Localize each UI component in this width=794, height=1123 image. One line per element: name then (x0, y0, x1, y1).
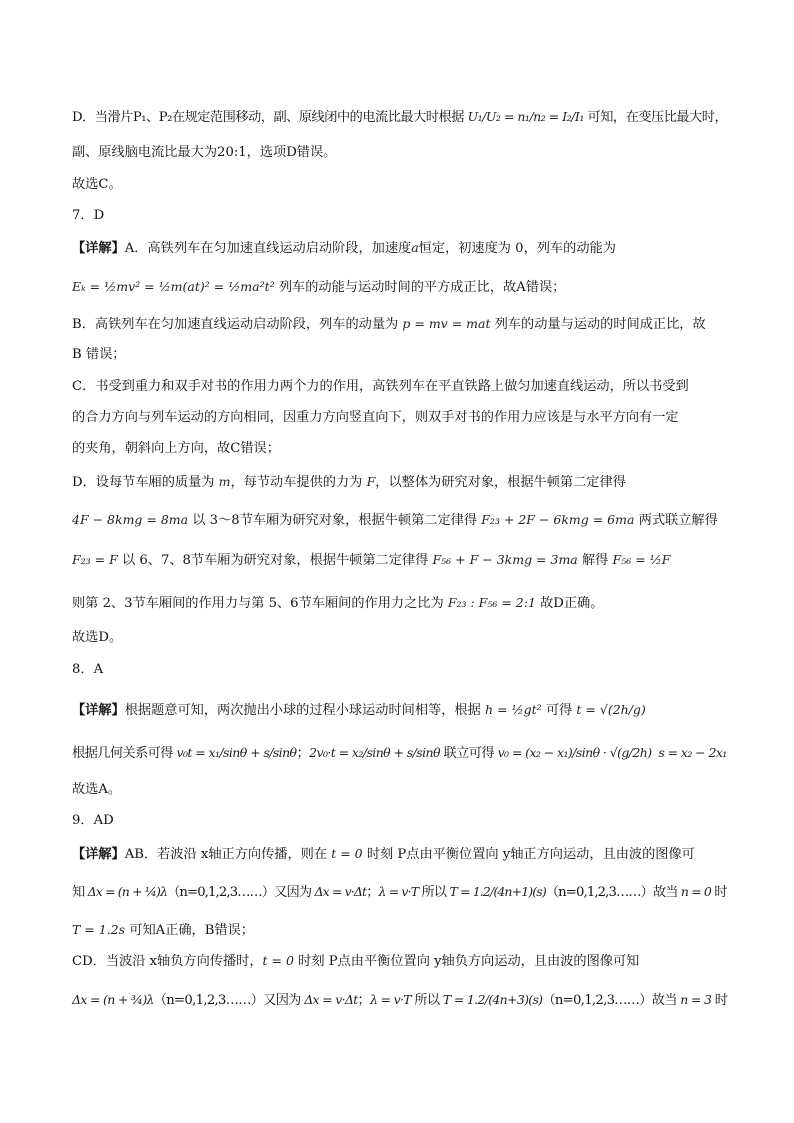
text-line (72, 345, 727, 365)
text-line (72, 550, 727, 571)
text-line (72, 143, 727, 163)
formula: λ = v·T (370, 992, 411, 1007)
text-run: 副、原线脑电流比最大为20:1，选项D错误。 (72, 145, 337, 160)
formula: a (411, 240, 419, 255)
text-run: 知 (72, 885, 88, 900)
text-run: 故选C。 (72, 177, 122, 192)
text-line (72, 811, 727, 831)
text-run: 则第 2、3节车厢间的作用力与第 5、6节车厢间的作用力之比为 (72, 596, 448, 611)
text-run: 时 (711, 993, 728, 1008)
text-line (72, 377, 727, 397)
text-run: B．高铁列车在匀加速直线运动启动阶段，列车的动量为 (72, 317, 403, 332)
formula: 4F − 8kmg = 8ma (72, 512, 189, 527)
text-line (72, 510, 727, 531)
text-run: CD．当波沿 x轴负方向传播时， (72, 954, 263, 969)
text-line (72, 780, 727, 800)
text-run: 8．A (72, 662, 104, 677)
text-run: ，每节动车提供的力为 (230, 475, 367, 490)
text-run: 故选A。 (72, 782, 122, 797)
formula: Eₖ = ½mv² = ½m(at)² = ½ma²t² (72, 279, 275, 294)
formula: λ = v·T (378, 884, 419, 899)
text-run: 7．D (72, 208, 105, 223)
formula: 2v₀·t = x₂/sinθ + s/sinθ (309, 745, 440, 760)
detail-tag: 【详解】 (72, 241, 125, 256)
formula: U₁/U₂ = n₁/n₂ = I₂/I₁ (467, 109, 584, 124)
text-run: 列车的动能与运动时间的平方成正比，故A错误； (274, 280, 566, 295)
text-run: B 错误； (72, 347, 126, 362)
text-run: 时刻 P点由平衡位置向 y轴负方向运动，且由波的图像可知 (293, 954, 640, 969)
formula: m (218, 474, 231, 489)
text-line (72, 206, 727, 226)
formula: T = 1.2/(4n+3)(s) (442, 992, 543, 1007)
text-run: 根据几何关系可得 (72, 746, 177, 761)
formula: h = ½gt² (485, 702, 542, 717)
text-run: 可知A正确，B错误； (125, 923, 254, 938)
text-run: 以 6、7、8节车厢为研究对象，根据牛顿第二定律得 (117, 553, 433, 568)
text-line (72, 920, 727, 941)
text-run: ； (296, 746, 310, 761)
formula: p = mv = mat (402, 316, 491, 331)
formula: Δx = (n + ¼)λ (87, 884, 168, 899)
formula: T = 1.2/(4n+1)(s) (449, 884, 546, 899)
text-run: 所以 (410, 993, 443, 1008)
text-line (72, 107, 727, 128)
formula: t = 0 (262, 953, 294, 968)
text-line (72, 660, 727, 680)
text-run: C．书受到重力和双手对书的作用力两个力的作用，高铁列车在平直铁路上做匀加速直线运动，所以书受到 (72, 379, 689, 394)
formula: t = 0 (331, 846, 363, 861)
text-run: 9．AD (72, 813, 114, 828)
text-run: ； (366, 885, 379, 900)
text-line (72, 628, 727, 648)
text-run: A．高铁列车在匀加速直线运动启动阶段，加速度 (124, 241, 412, 256)
text-line (72, 743, 727, 764)
text-run: 所以 (418, 885, 450, 900)
text-run: 两式联立解得 (634, 513, 718, 528)
text-line (72, 951, 727, 972)
detail-tag: 【详解】 (72, 847, 125, 862)
formula: F₂₃ : F₅₆ = 2:1 (447, 595, 536, 610)
text-line (72, 277, 727, 298)
formula: t = √(2h/g) (576, 702, 646, 717)
text-line (72, 700, 727, 721)
text-run: D．当滑片P₁、P₂在规定范围移动，副、原线闭中的电流比最大时根据 (72, 110, 468, 125)
text-line (72, 593, 727, 614)
text-run: 故选D。 (72, 630, 123, 645)
formula: n = 3 (680, 992, 712, 1007)
formula: F₂₃ + 2F − 6kmg = 6ma (481, 512, 635, 527)
text-line (72, 238, 727, 259)
text-line (72, 990, 727, 1011)
text-run: 的合力方向与列车运动的方向相同，因重力方向竖直向下，则双手对书的作用力应该是与水平方向有一定 (72, 410, 679, 425)
text-run: 根据题意可知，两次抛出小球的过程小球运动时间相等，根据 (124, 703, 486, 718)
text-run: 的夹角，朝斜向上方向，故C错误； (72, 441, 280, 456)
text-run: 联立可得 (439, 746, 498, 761)
formula: F₅₆ = ½F (612, 552, 671, 567)
text-run: 时 (711, 885, 727, 900)
text-run: （n=0,1,2,3……）故当 (542, 993, 681, 1008)
text-line (72, 882, 727, 903)
formula: F₂₃ = F (72, 552, 118, 567)
formula: Δx = (n + ¾)λ (72, 992, 154, 1007)
text-line (72, 472, 727, 493)
text-line (72, 439, 727, 459)
formula: v₀ = (x₂ − x₁)/sinθ · √(g/2h) s = x₂ − 2x₁ (497, 745, 727, 760)
text-line (72, 408, 727, 428)
text-run: 以 3～8节车厢为研究对象，根据牛顿第二定律得 (188, 513, 482, 528)
formula: n = 0 (680, 884, 711, 899)
text-line (72, 175, 727, 195)
text-run: ，以整体为研究对象，根据牛顿第二定律得 (375, 475, 626, 490)
text-run: 解得 (577, 553, 613, 568)
formula: F (366, 474, 376, 489)
text-run: （n=0,1,2,3……）又因为 (153, 993, 305, 1008)
text-run: 故D正确。 (535, 596, 604, 611)
formula: v₀t = x₁/sinθ + s/sinθ (176, 745, 297, 760)
text-run: 可知，在变压比最大时， (583, 110, 728, 125)
text-run: （n=0,1,2,3……）又因为 (167, 885, 315, 900)
text-run: ； (357, 993, 371, 1008)
text-run: 时刻 P点由平衡位置向 y轴正方向运动，且由波的图像可 (362, 847, 695, 862)
text-run: AB．若波沿 x轴正方向传播，则在 (124, 847, 332, 862)
text-run: 可得 (541, 703, 577, 718)
text-run: 恒定，初速度为 0，列车的动能为 (418, 241, 616, 256)
formula: Δx = v·Δt (314, 884, 367, 899)
text-line (72, 844, 727, 865)
text-line (72, 314, 727, 335)
text-run: D．设每节车厢的质量为 (72, 475, 219, 490)
text-run: （n=0,1,2,3……）故当 (545, 885, 681, 900)
formula: T = 1.2s (72, 922, 126, 937)
formula: F₅₆ + F − 3kmg = 3ma (432, 552, 578, 567)
text-run: 列车的动量与运动的时间成正比，故 (490, 317, 706, 332)
detail-tag: 【详解】 (72, 703, 125, 718)
formula: Δx = v·Δt (304, 992, 358, 1007)
